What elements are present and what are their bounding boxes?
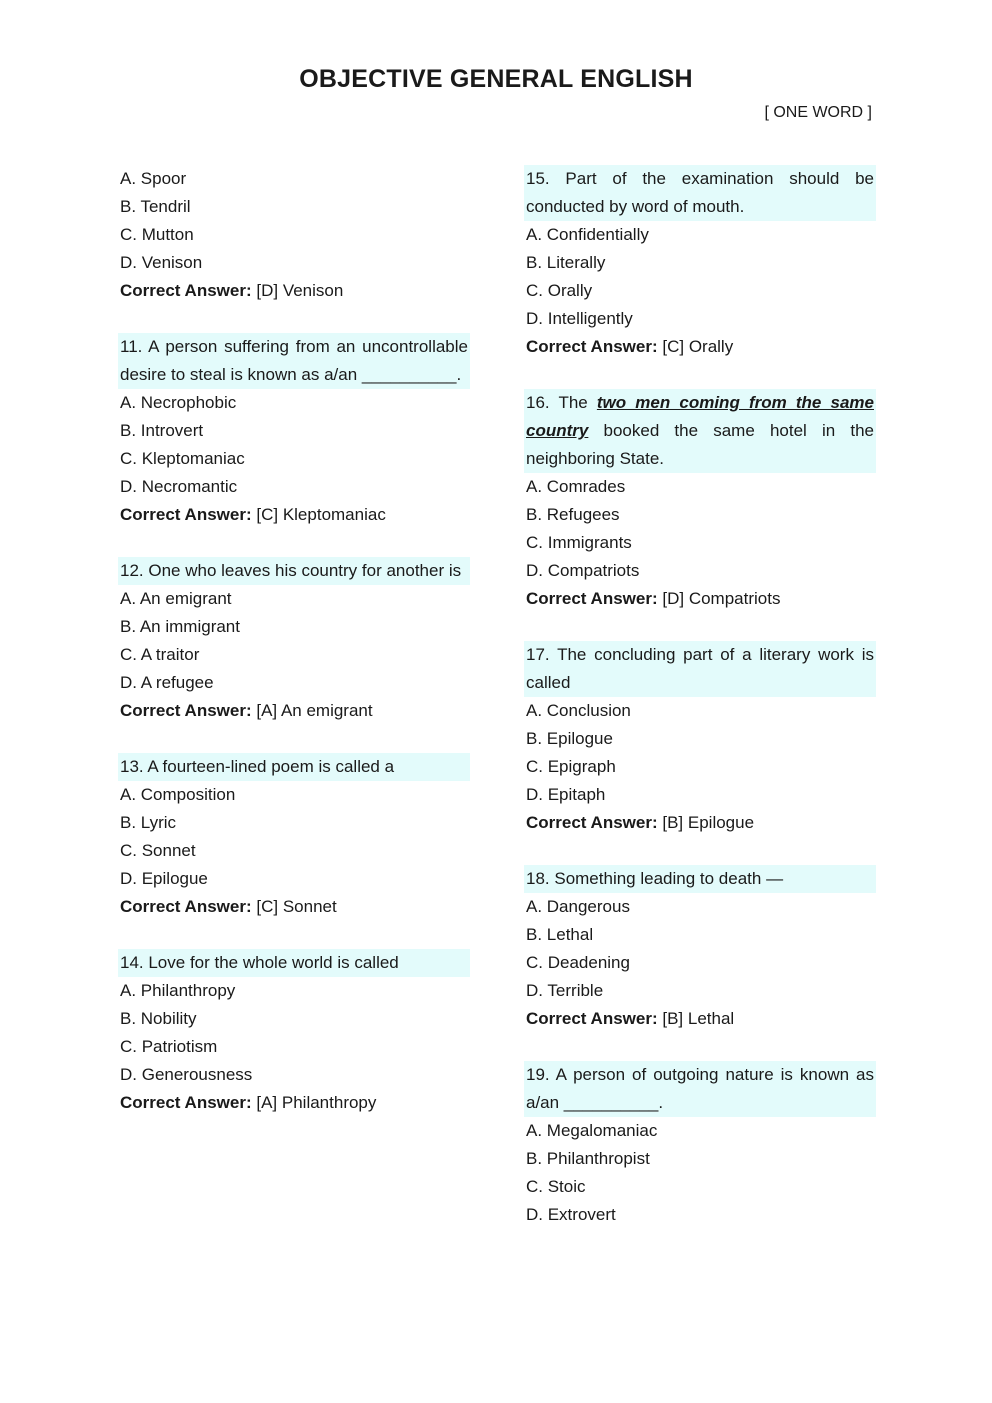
question-prefix: 16. The bbox=[526, 393, 597, 412]
option-d: D. Terrible bbox=[526, 981, 604, 1000]
correct-answer-label: Correct Answer: bbox=[120, 897, 252, 916]
correct-answer bbox=[120, 277, 468, 305]
option-d: D. Epilogue bbox=[120, 869, 208, 888]
question-12 bbox=[120, 557, 468, 725]
right-column bbox=[526, 165, 874, 1257]
question-19 bbox=[526, 1061, 874, 1229]
question-11 bbox=[120, 333, 468, 529]
page-title: OBJECTIVE GENERAL ENGLISH bbox=[299, 65, 693, 93]
option-b: B. Epilogue bbox=[526, 729, 613, 748]
question-emphasis: two men coming from the same country bbox=[526, 393, 874, 440]
correct-answer bbox=[120, 1089, 468, 1117]
correct-answer-label: Correct Answer: bbox=[526, 337, 658, 356]
correct-answer-label: Correct Answer: bbox=[526, 813, 658, 832]
question-16 bbox=[526, 389, 874, 613]
question-text bbox=[524, 389, 876, 473]
correct-answer-label: Correct Answer: bbox=[120, 281, 252, 300]
question-18 bbox=[526, 865, 874, 1033]
question-13 bbox=[120, 753, 468, 921]
correct-answer bbox=[526, 809, 874, 837]
correct-answer-label: Correct Answer: bbox=[526, 589, 658, 608]
question-10-continued bbox=[120, 165, 468, 305]
question-15 bbox=[526, 165, 874, 361]
question-17 bbox=[526, 641, 874, 837]
option-a: A. Comrades bbox=[526, 477, 626, 496]
correct-answer-value: [A] An emigrant bbox=[256, 701, 373, 720]
option-d: D. Necromantic bbox=[120, 477, 238, 496]
option-a: A. Necrophobic bbox=[120, 393, 237, 412]
option-a: A. Conclusion bbox=[526, 701, 631, 720]
correct-answer bbox=[120, 893, 468, 921]
option-a: A. Spoor bbox=[120, 169, 187, 188]
correct-answer-value: [D] Venison bbox=[256, 281, 344, 300]
question-text: 18. Something leading to death — bbox=[524, 865, 876, 893]
correct-answer-label: Correct Answer: bbox=[120, 701, 252, 720]
option-b: B. Philanthropist bbox=[526, 1149, 650, 1168]
question-text: 12. One who leaves his country for another is bbox=[118, 557, 470, 585]
option-a: A. Composition bbox=[120, 785, 236, 804]
left-column bbox=[120, 165, 468, 1145]
option-c: C. Immigrants bbox=[526, 533, 632, 552]
correct-answer-value: [C] Sonnet bbox=[256, 897, 337, 916]
option-a: A. Dangerous bbox=[526, 897, 630, 916]
question-text: 14. Love for the whole world is called bbox=[118, 949, 470, 977]
question-text: 15. Part of the examination should be conducted by word of mouth. bbox=[524, 165, 876, 221]
correct-answer-value: [A] Philanthropy bbox=[256, 1093, 377, 1112]
question-text: 11. A person suffering from an uncontrollable desire to steal is known as a/an __________. bbox=[118, 333, 470, 389]
question-text: 17. The concluding part of a literary work is called bbox=[524, 641, 876, 697]
question-14 bbox=[120, 949, 468, 1117]
option-b: B. Lethal bbox=[526, 925, 594, 944]
correct-answer-label: Correct Answer: bbox=[120, 1093, 252, 1112]
page-subtitle: [ ONE WORD ] bbox=[764, 104, 872, 121]
question-text: 19. A person of outgoing nature is known as a/an __________. bbox=[524, 1061, 876, 1117]
option-d: D. Venison bbox=[120, 253, 203, 272]
option-b: B. An immigrant bbox=[120, 617, 240, 636]
option-c: C. Sonnet bbox=[120, 841, 196, 860]
option-d: D. Intelligently bbox=[526, 309, 633, 328]
correct-answer-value: [C] Kleptomaniac bbox=[256, 505, 386, 524]
option-c: C. Patriotism bbox=[120, 1037, 218, 1056]
question-text: 13. A fourteen-lined poem is called a bbox=[118, 753, 470, 781]
option-a: A. An emigrant bbox=[120, 589, 232, 608]
option-b: B. Tendril bbox=[120, 197, 191, 216]
option-c: C. Mutton bbox=[120, 225, 194, 244]
option-b: B. Refugees bbox=[526, 505, 620, 524]
correct-answer-value: [B] Epilogue bbox=[662, 813, 755, 832]
option-d: D. A refugee bbox=[120, 673, 214, 692]
option-b: B. Nobility bbox=[120, 1009, 197, 1028]
correct-answer-value: [B] Lethal bbox=[662, 1009, 735, 1028]
option-c: C. Orally bbox=[526, 281, 593, 300]
option-b: B. Introvert bbox=[120, 421, 204, 440]
option-c: C. A traitor bbox=[120, 645, 200, 664]
correct-answer-label: Correct Answer: bbox=[526, 1009, 658, 1028]
option-b: B. Lyric bbox=[120, 813, 177, 832]
option-a: A. Megalomaniac bbox=[526, 1121, 658, 1140]
correct-answer bbox=[526, 1005, 874, 1033]
option-d: D. Epitaph bbox=[526, 785, 606, 804]
option-c: C. Epigraph bbox=[526, 757, 616, 776]
option-c: C. Kleptomaniac bbox=[120, 449, 245, 468]
option-d: D. Generousness bbox=[120, 1065, 253, 1084]
correct-answer bbox=[120, 697, 468, 725]
correct-answer-value: [C] Orally bbox=[662, 337, 734, 356]
option-c: C. Deadening bbox=[526, 953, 630, 972]
correct-answer-value: [D] Compatriots bbox=[662, 589, 781, 608]
correct-answer bbox=[526, 333, 874, 361]
option-c: C. Stoic bbox=[526, 1177, 586, 1196]
correct-answer bbox=[526, 585, 874, 613]
option-b: B. Literally bbox=[526, 253, 606, 272]
option-d: D. Extrovert bbox=[526, 1205, 616, 1224]
correct-answer bbox=[120, 501, 468, 529]
question-suffix: booked the same hotel in the neighboring State. bbox=[526, 421, 874, 468]
option-a: A. Confidentially bbox=[526, 225, 649, 244]
correct-answer-label: Correct Answer: bbox=[120, 505, 252, 524]
option-d: D. Compatriots bbox=[526, 561, 640, 580]
option-a: A. Philanthropy bbox=[120, 981, 236, 1000]
